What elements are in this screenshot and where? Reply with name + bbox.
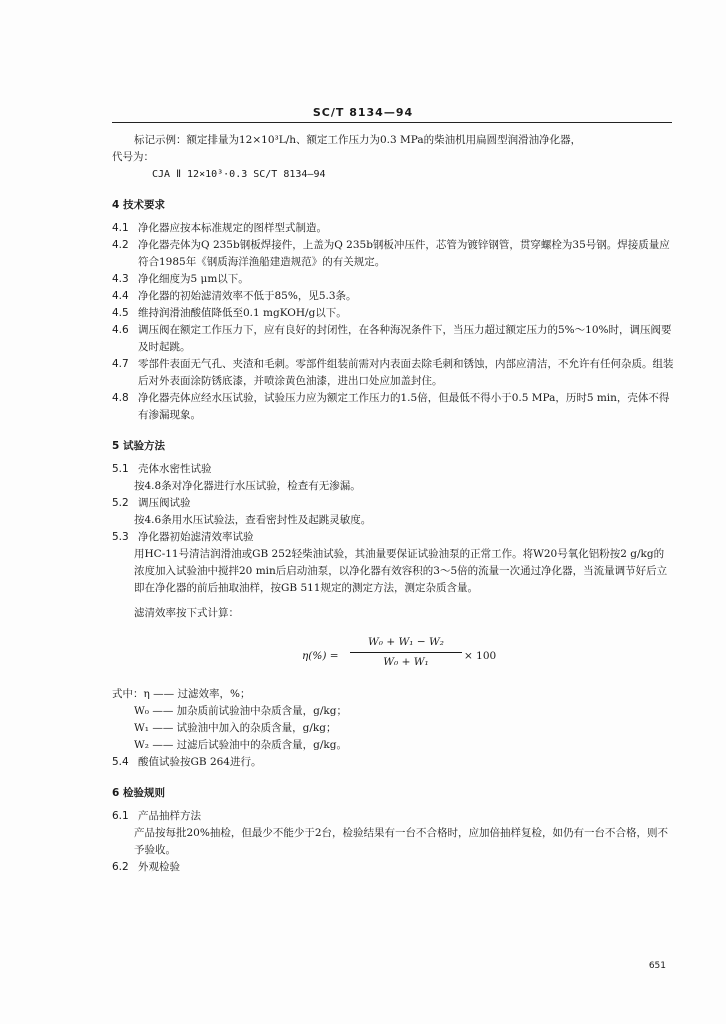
formula-lhs: η(%) = <box>302 650 339 662</box>
clause-6-1-text: 产品按每批20%抽检，但最少不能少于2台，检验结果有一台不合格时，应加倍抽样复检，如仍有一台不合格，则不予验收。 <box>134 827 669 856</box>
definition-line: W₁ —— 试验油中加入的杂质含量，g/kg； <box>134 722 337 734</box>
page-number: 651 <box>648 961 666 971</box>
definition-line: W₀ —— 加杂质前试验油中杂质含量，g/kg； <box>134 705 348 717</box>
clause-number: 4.4 <box>112 290 129 302</box>
clause-5-2-text: 按4.6条用水压试验法，查看密封性及起跳灵敏度。 <box>134 514 372 526</box>
page-content <box>112 132 674 876</box>
clause-4-2 <box>112 237 674 271</box>
clause-4-8 <box>112 390 674 424</box>
clause-number: 6.2 <box>112 861 129 873</box>
clause-number: 5.3 <box>112 531 129 543</box>
marking-example-text: 标记示例：额定排量为12×10³L/h、额定工作压力为0.3 MPa的柴油机用扁圆型润滑油净化器， <box>134 134 582 146</box>
clause-4-3 <box>112 271 674 288</box>
formula-rhs: × 100 <box>464 650 497 662</box>
marking-example-code: CJA Ⅱ 12×10³·0.3 SC/T 8134—94 <box>152 169 326 180</box>
clause-text: 净化器壳体为Q 235b钢板焊接件，上盖为Q 235b钢板冲压件，芯管为镀锌钢管，贯穿螺栓为35号钢。焊接质量应符合1985年《钢质海洋渔船建造规范》的有关规定。 <box>138 239 670 268</box>
clause-text: 净化器的初始滤清效率不低于85%，见5.3条。 <box>138 290 357 302</box>
clause-title: 壳体水密性试验 <box>138 463 212 475</box>
clause-number: 5.4 <box>112 756 129 768</box>
formula-fraction <box>350 634 462 671</box>
clause-4-1 <box>112 220 674 237</box>
clause-title: 外观检验 <box>138 861 180 873</box>
clause-6-2-heading <box>112 859 674 876</box>
running-header: SC/T 8134—94 <box>312 106 414 119</box>
clause-number: 5.1 <box>112 463 129 475</box>
clause-number: 4.6 <box>112 324 129 336</box>
clause-5-3-text: 用HC-11号清洁润滑油或GB 252轻柴油试验，其油量要保证试验油泵的正常工作。将W20号氧化铝粉按2 g/kg的浓度加入试验油中搅拌20 min后启动油泵，以净化器有效容积的3～5倍的流量一次通过净化器，当流量调节好后立即在净化器的前后抽取油样，按GB 511规定的测定方法，测定杂质含量。 <box>134 548 668 594</box>
clause-number: 5.2 <box>112 497 129 509</box>
definition-line: 式中：η —— 过滤效率，%； <box>112 688 251 700</box>
clause-5-1-heading <box>112 461 674 478</box>
clause-text: 零部件表面无气孔、夹渣和毛刺。零部件组装前需对内表面去除毛刺和锈蚀，内部应清洁，不允许有任何杂质。组装后对外表面涂防锈底漆，并喷涂黄色油漆，进出口处应加盖封住。 <box>138 358 674 387</box>
clause-text: 净化器应按本标准规定的图样型式制造。 <box>138 222 327 234</box>
section-4-items <box>112 220 674 424</box>
clause-6-1-heading <box>112 808 674 825</box>
clause-number: 4.5 <box>112 307 129 319</box>
formula-definitions <box>112 686 674 754</box>
efficiency-formula <box>112 632 674 680</box>
marking-example-text-cont: 代号为： <box>112 151 154 163</box>
section-4-title: 4 技术要求 <box>112 199 165 211</box>
clause-title: 产品抽样方法 <box>138 810 201 822</box>
clause-5-2-heading <box>112 495 674 512</box>
section-6-title: 6 检验规则 <box>112 787 165 799</box>
formula-numerator: W₀ + W₁ − W₂ <box>368 636 444 648</box>
clause-text: 调压阀在额定工作压力下，应有良好的封闭性，在各种海况条件下，当压力超过额定压力的5%～10%时，调压阀要及时起跳。 <box>138 324 672 353</box>
clause-number: 6.1 <box>112 810 129 822</box>
definition-line: W₂ —— 过滤后试验油中的杂质含量，g/kg。 <box>134 739 348 751</box>
section-5-title: 5 试验方法 <box>112 440 165 452</box>
clause-5-4 <box>112 754 674 771</box>
clause-number: 4.8 <box>112 392 129 404</box>
header-rule <box>112 122 672 123</box>
formula-intro: 滤清效率按下式计算： <box>134 607 239 619</box>
clause-text: 酸值试验按GB 264进行。 <box>138 756 262 768</box>
clause-text: 维持润滑油酸值降低至0.1 mgKOH/g以下。 <box>138 307 347 319</box>
clause-5-3-heading <box>112 529 674 546</box>
clause-4-5 <box>112 305 674 322</box>
clause-number: 4.7 <box>112 358 129 370</box>
clause-number: 4.2 <box>112 239 129 251</box>
clause-4-4 <box>112 288 674 305</box>
clause-number: 4.1 <box>112 222 129 234</box>
clause-title: 调压阀试验 <box>138 497 191 509</box>
clause-5-1-text: 按4.8条对净化器进行水压试验，检查有无渗漏。 <box>134 480 361 492</box>
clause-text: 净化器壳体应经水压试验，试验压力应为额定工作压力的1.5倍，但最低不得小于0.5 MPa，历时5 min，壳体不得有渗漏现象。 <box>138 392 670 421</box>
fraction-bar <box>350 652 462 653</box>
clause-text: 净化细度为5 μm以下。 <box>138 273 249 285</box>
formula-denominator: W₀ + W₁ <box>383 656 429 668</box>
clause-number: 4.3 <box>112 273 129 285</box>
clause-4-6 <box>112 322 674 356</box>
clause-title: 净化器初始滤清效率试验 <box>138 531 254 543</box>
clause-4-7 <box>112 356 674 390</box>
